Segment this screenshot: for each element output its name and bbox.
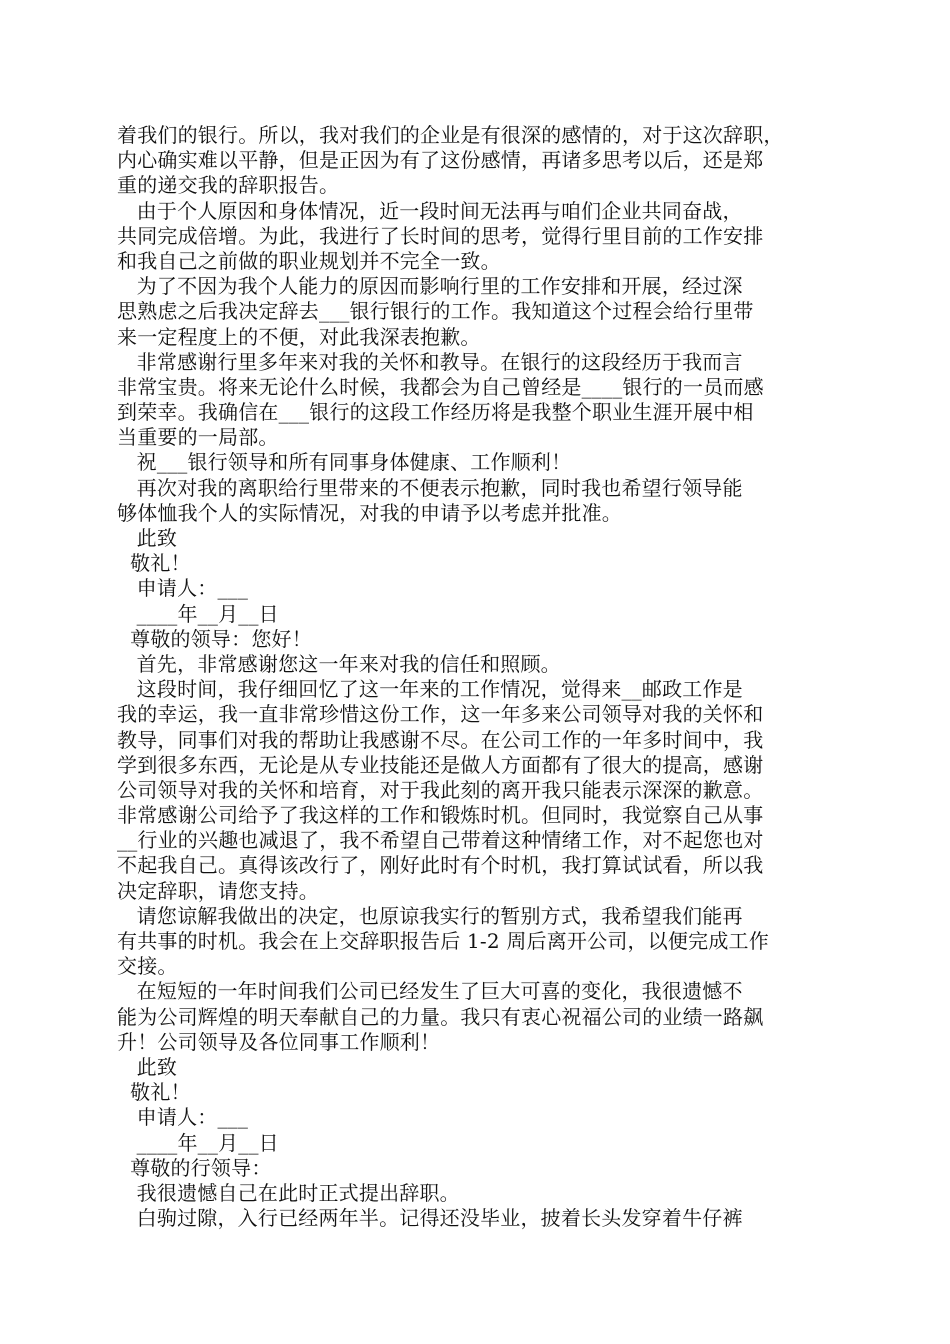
text-line: 我很遗憾自己在此时正式提出辞职。: [117, 1180, 460, 1205]
text-line: 教导，同事们对我的帮助让我感谢不尽。在公司工作的一年多时间中，我: [117, 727, 764, 752]
text-line: 能为公司辉煌的明天奉献自己的力量。我只有衷心祝福公司的业绩一路飙: [117, 1004, 764, 1029]
text-line: 非常感谢行里多年来对我的关怀和教导。在银行的这段经历于我而言: [117, 349, 743, 374]
salutation-line: 尊敬的行领导：: [117, 1155, 272, 1180]
text-line: 首先，非常感谢您这一年来对我的信任和照顾。: [117, 651, 561, 676]
text-line: 共同完成倍增。为此，我进行了长时间的思考，觉得行里目前的工作安排: [117, 223, 764, 248]
text-line: 祝___银行领导和所有同事身体健康、工作顺利！: [117, 450, 572, 475]
text-line: 来一定程度上的不便，对此我深表抱歉。: [117, 324, 481, 349]
text-line: 白驹过隙，入行已经两年半。记得还没毕业，披着长头发穿着牛仔裤: [117, 1206, 743, 1231]
date-line: ____年__月__日: [117, 601, 279, 626]
text-line: 有共事的时机。我会在上交辞职报告后 1-2 周后离开公司，以便完成工作: [117, 929, 769, 953]
text-line: 不起我自己。真得该改行了，刚好此时有个时机，我打算试试看，所以我: [117, 853, 764, 878]
text-line: 和我自己之前做的职业规划并不完全一致。: [117, 248, 501, 273]
text-line: 着我们的银行。所以，我对我们的企业是有很深的感情的，对于这次辞职，: [117, 123, 784, 147]
closing-line: 敬礼！: [117, 1080, 191, 1105]
text-line: 学到很多东西，无论是从专业技能还是做人方面都有了很大的提高，感谢: [117, 752, 764, 777]
text-line: 非常宝贵。将来无论什么时候，我都会为自己曾经是____银行的一员而感: [117, 374, 764, 399]
text-line: 重的递交我的辞职报告。: [117, 173, 340, 198]
text-line: 请您谅解我做出的决定，也原谅我实行的暂别方式，我希望我们能再: [117, 903, 743, 928]
text-line: 决定辞职，请您支持。: [117, 878, 319, 903]
text-line: 内心确实难以平静，但是正因为有了这份感情，再诸多思考以后，还是郑: [117, 148, 764, 173]
text-line: 交接。: [117, 954, 178, 979]
text-line: __行业的兴趣也减退了，我不希望自己带着这种情绪工作，对不起您也对: [117, 828, 764, 853]
salutation-line: 尊敬的领导：您好！: [117, 626, 312, 651]
closing-line: 敬礼！: [117, 551, 191, 576]
document-body: [117, 123, 837, 1231]
text-line: 非常感谢公司给予了我这样的工作和锻炼时机。但同时，我觉察自己从事: [117, 803, 764, 828]
text-line: 在短短的一年时间我们公司已经发生了巨大可喜的变化，我很遗憾不: [117, 979, 743, 1004]
text-line: 再次对我的离职给行里带来的不便表示抱歉，同时我也希望行领导能: [117, 475, 743, 500]
text-line: 当重要的一局部。: [117, 425, 279, 450]
text-line: 我的幸运，我一直非常珍惜这份工作，这一年多来公司领导对我的关怀和: [117, 702, 764, 727]
closing-line: 此致: [117, 526, 178, 550]
signature-line: 申请人：___: [117, 1105, 249, 1130]
text-line: 这段时间，我仔细回忆了这一年来的工作情况，觉得来__邮政工作是: [117, 677, 743, 702]
text-line: 思熟虑之后我决定辞去___银行银行的工作。我知道这个过程会给行里带: [117, 299, 754, 324]
text-line: 够体恤我个人的实际情况，对我的申请予以考虑并批准。: [117, 500, 622, 525]
text-line: 由于个人原因和身体情况，近一段时间无法再与咱们企业共同奋战，: [117, 198, 743, 223]
text-line: 升！公司领导及各位同事工作顺利！: [117, 1029, 441, 1054]
date-line: ____年__月__日: [117, 1130, 279, 1155]
signature-line: 申请人：___: [117, 576, 249, 601]
closing-line: 此致: [117, 1054, 178, 1079]
text-line: 到荣幸。我确信在___银行的这段工作经历将是我整个职业生涯开展中相: [117, 400, 754, 425]
text-line: 公司领导对我的关怀和培育，对于我此刻的离开我只能表示深深的歉意。: [117, 777, 764, 802]
text-line: 为了不因为我个人能力的原因而影响行里的工作安排和开展，经过深: [117, 274, 743, 299]
